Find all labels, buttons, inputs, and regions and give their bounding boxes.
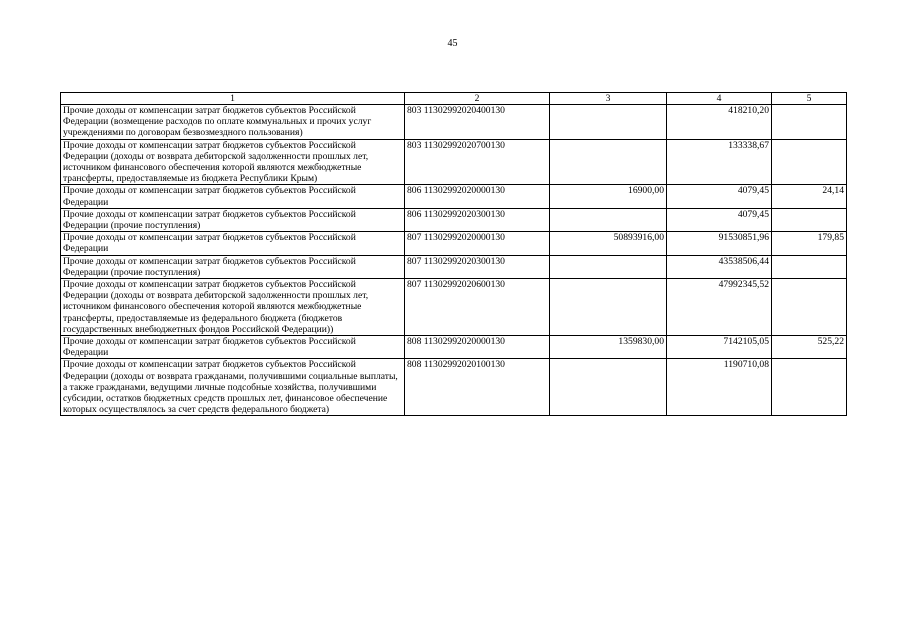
table-row [61, 185, 847, 208]
revenue-code: 806 11302992020000130 [405, 185, 550, 208]
table-row [61, 336, 847, 359]
column-header-4: 4 [667, 93, 772, 105]
revenue-code: 806 11302992020300130 [405, 208, 550, 231]
table-row [61, 279, 847, 336]
revenue-code: 808 11302992020000130 [405, 336, 550, 359]
revenue-name: Прочие доходы от компенсации затрат бюджетов субъектов Российской Федерации (возмещение расходов по оплате коммунальных и прочих услуг учреждениями по договорам безвозмездного пользования) [61, 105, 405, 140]
planned-amount: 16900,00 [550, 185, 667, 208]
column-header-2: 2 [405, 93, 550, 105]
revenue-code: 803 11302992020700130 [405, 139, 550, 185]
execution-percent: 24,14 [772, 185, 847, 208]
revenue-code: 808 11302992020100130 [405, 359, 550, 416]
execution-percent: 179,85 [772, 232, 847, 255]
execution-percent [772, 139, 847, 185]
revenue-name: Прочие доходы от компенсации затрат бюджетов субъектов Российской Федерации [61, 185, 405, 208]
execution-percent [772, 255, 847, 278]
execution-percent [772, 279, 847, 336]
planned-amount [550, 139, 667, 185]
execution-percent: 525,22 [772, 336, 847, 359]
revenue-name: Прочие доходы от компенсации затрат бюджетов субъектов Российской Федерации (прочие поступления) [61, 208, 405, 231]
actual-amount: 418210,20 [667, 105, 772, 140]
page-number: 45 [447, 38, 458, 49]
planned-amount [550, 105, 667, 140]
actual-amount: 133338,67 [667, 139, 772, 185]
actual-amount: 1190710,08 [667, 359, 772, 416]
planned-amount [550, 208, 667, 231]
revenue-code: 803 11302992020400130 [405, 105, 550, 140]
actual-amount: 43538506,44 [667, 255, 772, 278]
revenue-name: Прочие доходы от компенсации затрат бюджетов субъектов Российской Федерации (прочие поступления) [61, 255, 405, 278]
column-header-1: 1 [61, 93, 405, 105]
column-header-3: 3 [550, 93, 667, 105]
planned-amount [550, 359, 667, 416]
planned-amount: 1359830,00 [550, 336, 667, 359]
table-row [61, 232, 847, 255]
actual-amount: 47992345,52 [667, 279, 772, 336]
table-row [61, 359, 847, 416]
actual-amount: 4079,45 [667, 208, 772, 231]
revenue-name: Прочие доходы от компенсации затрат бюджетов субъектов Российской Федерации (доходы от возврата дебиторской задолженности прошлых лет, источником финансового обеспечения которой являются межбюджетные трансферты, предоставляемые из бюджета Республики Крым) [61, 139, 405, 185]
planned-amount: 50893916,00 [550, 232, 667, 255]
revenue-name: Прочие доходы от компенсации затрат бюджетов субъектов Российской Федерации [61, 336, 405, 359]
actual-amount: 91530851,96 [667, 232, 772, 255]
column-header-5: 5 [772, 93, 847, 105]
table-row [61, 208, 847, 231]
execution-percent [772, 105, 847, 140]
planned-amount [550, 279, 667, 336]
table-row [61, 105, 847, 140]
planned-amount [550, 255, 667, 278]
revenue-code: 807 11302992020600130 [405, 279, 550, 336]
revenue-name: Прочие доходы от компенсации затрат бюджетов субъектов Российской Федерации (доходы от возврата дебиторской задолженности прошлых лет, источником финансового обеспечения которой являются межбюджетные трансферты, предоставляемые из федерального бюджета (бюджетов государственных внебюджетных фондов Российской Федерации)) [61, 279, 405, 336]
revenue-name: Прочие доходы от компенсации затрат бюджетов субъектов Российской Федерации (доходы от возврата гражданами, получившими социальные выплаты, а также гражданами, ведущими личные подсобные хозяйства, получившими субсидии, остатков бюджетных средств прошлых лет, финансовое обеспечение которых осуществлялось за счет средств федерального бюджета) [61, 359, 405, 416]
revenue-code: 807 11302992020000130 [405, 232, 550, 255]
actual-amount: 7142105,05 [667, 336, 772, 359]
header-row [61, 93, 847, 105]
revenue-name: Прочие доходы от компенсации затрат бюджетов субъектов Российской Федерации [61, 232, 405, 255]
table-row [61, 255, 847, 278]
budget-revenue-table [60, 92, 847, 416]
revenue-code: 807 11302992020300130 [405, 255, 550, 278]
execution-percent [772, 208, 847, 231]
actual-amount: 4079,45 [667, 185, 772, 208]
table-row [61, 139, 847, 185]
execution-percent [772, 359, 847, 416]
